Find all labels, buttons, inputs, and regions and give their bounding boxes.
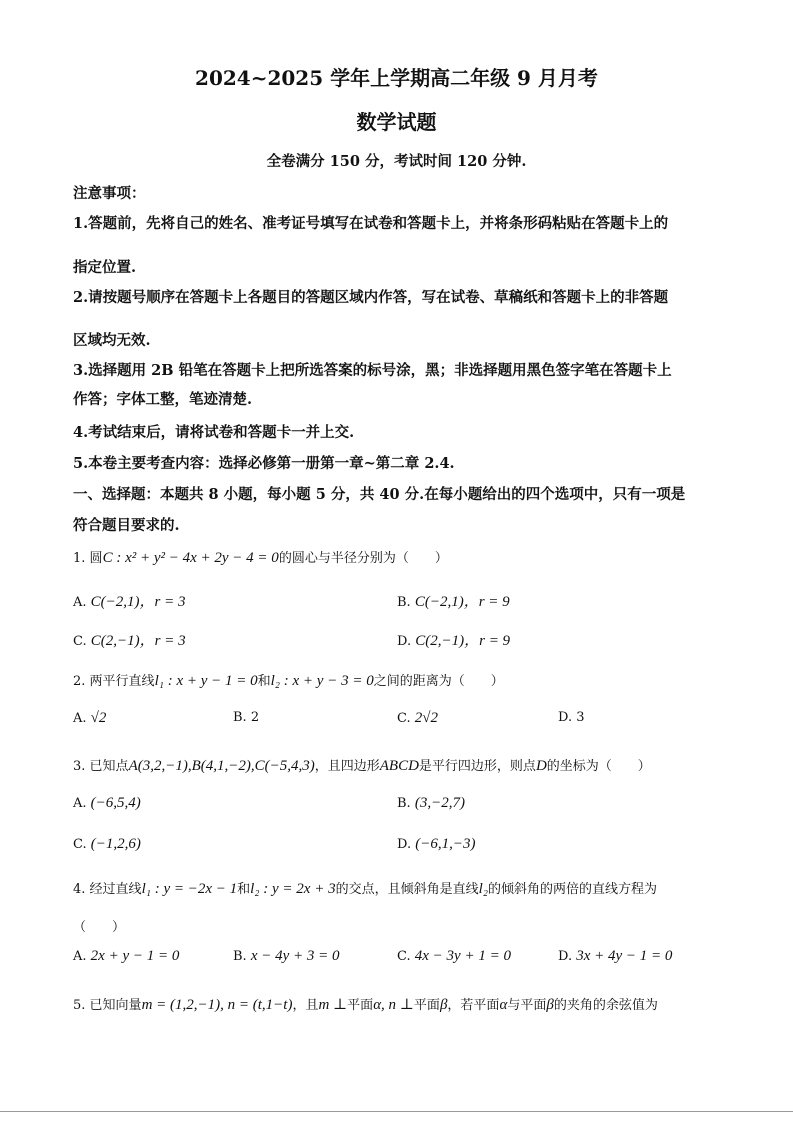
math-expression: C : x² + y² − 4x + 2y − 4 = 0 xyxy=(102,550,279,566)
notes-heading: 注意事项： xyxy=(73,185,146,202)
math-expression: l₂ : x + y − 3 = 0 xyxy=(270,673,374,689)
q3-option-c: C. (−1,2,6) xyxy=(73,836,141,852)
q2-option-b: B. 2 xyxy=(233,710,260,725)
note-2-line-2: 区域均无效. xyxy=(73,332,151,349)
page-bottom-divider xyxy=(0,1111,793,1112)
note-3-line-2: 作答；字体工整，笔迹清楚. xyxy=(73,391,253,408)
note-4: 4.考试结束后，请将试卷和答题卡一并上交. xyxy=(73,424,355,441)
q4-option-b: B. x − 4y + 3 = 0 xyxy=(233,948,340,964)
q1-option-c: C. C(2,−1)，r = 3 xyxy=(73,633,186,649)
math-expression: m = (1,2,−1), n = (t,1−t) xyxy=(141,997,293,1013)
math-expression: l₂ : y = 2x + 3 xyxy=(250,881,336,897)
note-2-line-1: 2.请按题号顺序在答题卡上各题目的答题区域内作答，写在试卷、草稿纸和答题卡上的非答题 xyxy=(73,289,669,306)
q1-option-b: B. C(−2,1)，r = 9 xyxy=(397,594,510,610)
q2-option-c: C. 2√2 xyxy=(397,710,438,726)
question-4-paren: （ ） xyxy=(73,920,126,935)
question-1 xyxy=(73,547,448,567)
note-1-line-2: 指定位置. xyxy=(73,259,137,276)
q2-option-d: D. 3 xyxy=(558,710,585,725)
q2-option-a: A. √2 xyxy=(73,710,107,726)
q3-option-d: D. (−6,1,−3) xyxy=(397,836,476,852)
question-2: 2. 两平行直线l₁ : x + y − 1 = 0和l₂ : x + y − 3 = 0之间的距离为（ ） xyxy=(73,673,504,689)
math-expression: l₁ : y = −2x − 1 xyxy=(141,881,238,897)
question-3: 3. 已知点A(3,2,−1),B(4,1,−2),C(−5,4,3)，且四边形ABCD是平行四边形，则点D的坐标为（ ） xyxy=(73,758,651,774)
note-1-line-1: 1.答题前，先将自己的姓名、准考证号填写在试卷和答题卡上，并将条形码粘贴在答题卡上的 xyxy=(73,215,669,232)
question-5: 5. 已知向量m = (1,2,−1), n = (t,1−t)，且m ⊥平面α, n ⊥平面β，若平面α与平面β的夹角的余弦值为 xyxy=(73,997,658,1013)
subject-title: 数学试题 xyxy=(356,110,437,134)
question-text: 圆 xyxy=(89,551,103,566)
exam-info: 全卷满分 150 分，考试时间 120 分钟. xyxy=(266,153,527,170)
q1-option-d: D. C(2,−1)，r = 9 xyxy=(397,633,511,649)
q3-option-a: A. (−6,5,4) xyxy=(73,795,141,811)
section-1-line-2: 符合题目要求的. xyxy=(73,517,180,534)
math-expression: l₁ : x + y − 1 = 0 xyxy=(154,673,258,689)
question-4: 4. 经过直线l₁ : y = −2x − 1和l₂ : y = 2x + 3的交点，且倾斜角是直线l₂的倾斜角的两倍的直线方程为 xyxy=(73,881,657,897)
q4-option-a: A. 2x + y − 1 = 0 xyxy=(73,948,180,964)
q4-option-c: C. 4x − 3y + 1 = 0 xyxy=(397,948,511,964)
question-number: 1. xyxy=(73,551,86,566)
exam-title: 2024~2025 学年上学期高二年级 9 月月考 xyxy=(195,66,598,90)
q1-option-a: A. C(−2,1)，r = 3 xyxy=(73,594,186,610)
q4-option-d: D. 3x + 4y − 1 = 0 xyxy=(558,948,673,964)
math-expression: A(3,2,−1),B(4,1,−2),C(−5,4,3) xyxy=(128,758,315,774)
section-1-line-1: 一、选择题：本题共 8 小题，每小题 5 分，共 40 分.在每小题给出的四个选项中，只有一项是 xyxy=(73,486,686,503)
note-3-line-1: 3.选择题用 2B 铅笔在答题卡上把所选答案的标号涂，黑；非选择题用黑色签字笔在答题卡上 xyxy=(73,362,672,379)
note-5: 5.本卷主要考查内容：选择必修第一册第一章~第二章 2.4. xyxy=(73,455,455,472)
question-text: 的圆心与半径分别为（ ） xyxy=(278,551,448,566)
q3-option-b: B. (3,−2,7) xyxy=(397,795,465,811)
